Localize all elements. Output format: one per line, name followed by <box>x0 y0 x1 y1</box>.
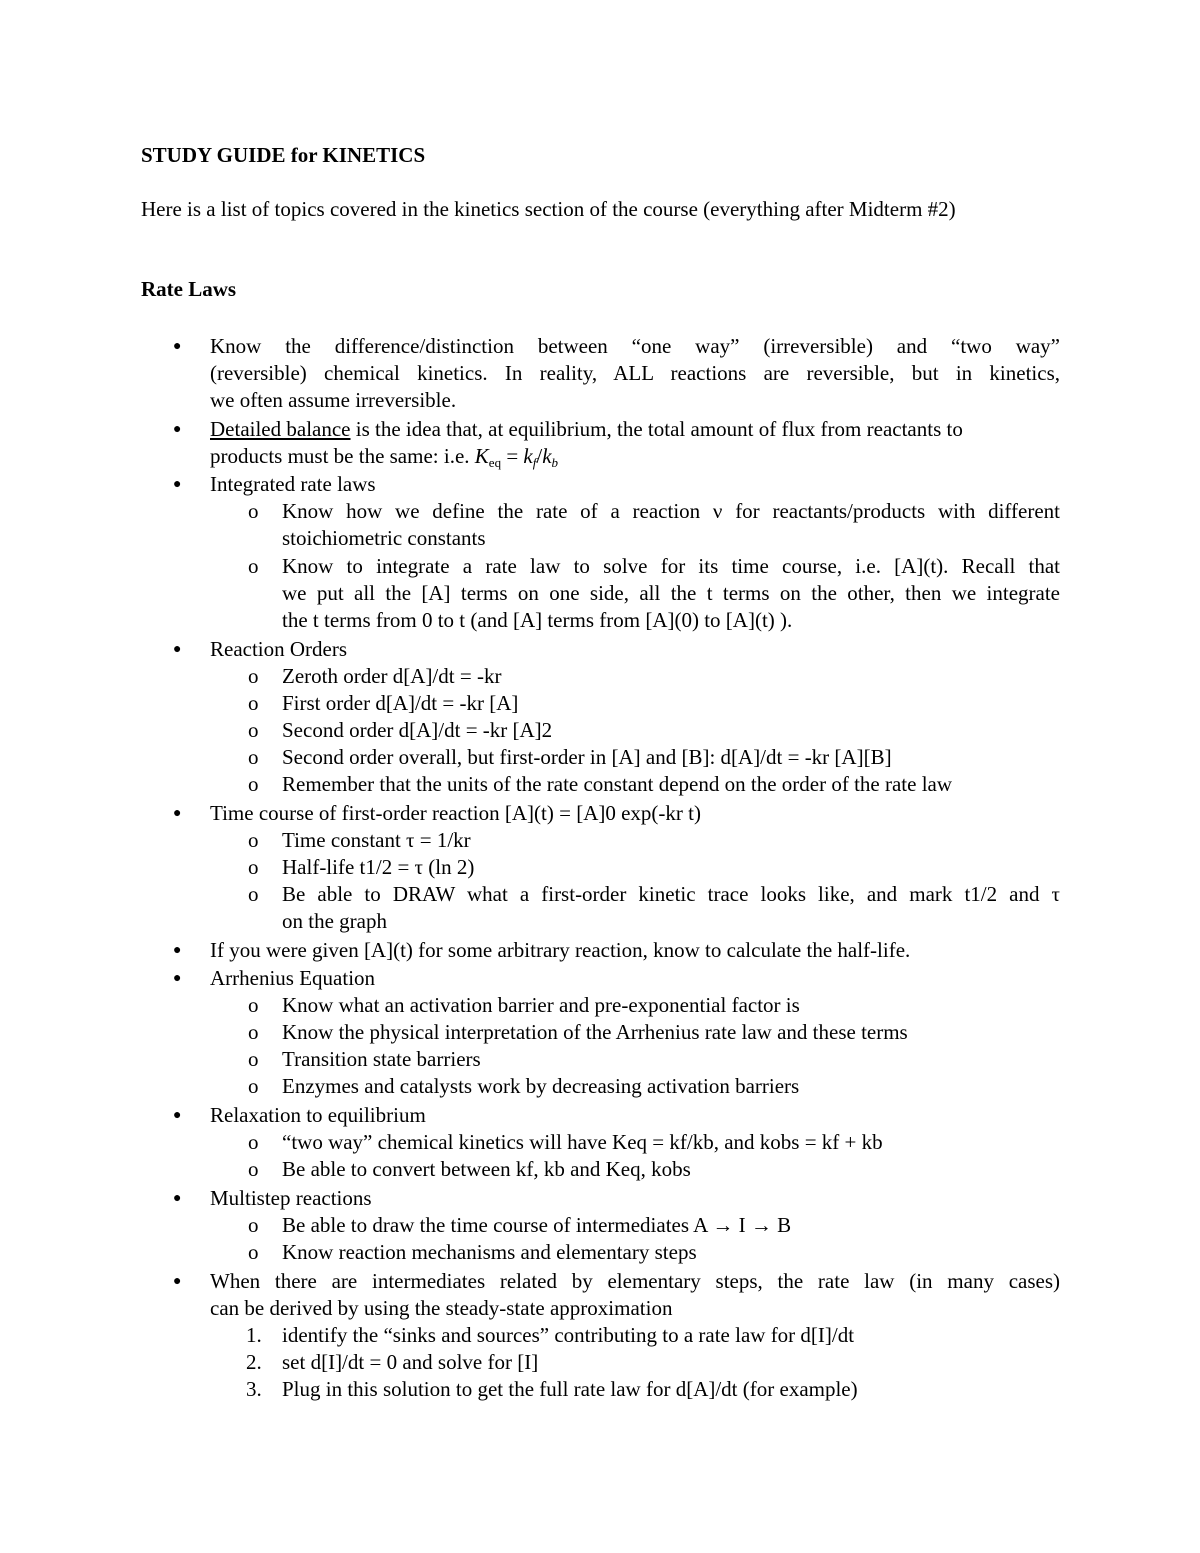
first-order: First order d[A]/dt = -kr [A] <box>282 691 519 715</box>
relaxation-sub2: Be able to convert between kf, kb and Keq, kobs <box>282 1157 691 1181</box>
sub-bullet-icon: o <box>248 691 259 715</box>
sub-bullet-icon: o <box>248 1130 259 1154</box>
sub-bullet-icon: o <box>248 882 259 906</box>
time-constant: Time constant τ = 1/kr <box>282 828 471 852</box>
second-order: Second order d[A]/dt = -kr [A]2 <box>282 718 553 742</box>
orders-label: Reaction Orders <box>210 637 348 661</box>
sub-bullet-icon: o <box>248 664 259 688</box>
multistep-label: Multistep reactions <box>210 1186 372 1210</box>
bullet-icon: ● <box>173 1274 182 1289</box>
bullet-icon: ● <box>173 971 182 986</box>
time-course-label: Time course of first-order reaction [A](t) = [A]0 exp(-kr t) <box>210 801 701 825</box>
sub-bullet-icon: o <box>248 1020 259 1044</box>
second-order-overall: Second order overall, but first-order in [A] and [B]: d[A]/dt = -kr [A][B] <box>282 745 892 769</box>
integrated-sub2-line-2: we put all the [A] terms on one side, all the t terms on the other, then we integrate <box>282 581 1060 605</box>
arrhenius-sub4: Enzymes and catalysts work by decreasing activation barriers <box>282 1074 800 1098</box>
sub-bullet-icon: o <box>248 855 259 879</box>
arrhenius-sub3: Transition state barriers <box>282 1047 481 1071</box>
sub-bullet-icon: o <box>248 745 259 769</box>
draw-trace-line-2: on the graph <box>282 909 387 933</box>
rate-constant-units: Remember that the units of the rate constant depend on the order of the rate law <box>282 772 953 796</box>
step-number: 3. <box>246 1377 262 1401</box>
bullet-icon: ● <box>173 422 182 437</box>
arrhenius-sub1: Know what an activation barrier and pre-exponential factor is <box>282 993 800 1017</box>
sub-bullet-icon: o <box>248 718 259 742</box>
bullet-icon: ● <box>173 1191 182 1206</box>
detailed-balance-line-2 <box>210 443 558 470</box>
steady-state-step-3: Plug in this solution to get the full rate law for d[A]/dt (for example) <box>282 1377 858 1401</box>
relaxation-label: Relaxation to equilibrium <box>210 1103 426 1127</box>
detailed-balance-line-2-text: products must be the same: i.e. <box>210 444 475 468</box>
integrated-label: Integrated rate laws <box>210 472 376 496</box>
reversible-line-3: we often assume irreversible. <box>210 388 457 412</box>
section-heading: Rate Laws <box>141 277 237 301</box>
sub-bullet-icon: o <box>248 993 259 1017</box>
document-title: STUDY GUIDE for KINETICS <box>141 143 426 167</box>
bullet-icon: ● <box>173 642 182 657</box>
keq-formula: $K_{eq} = k_f/k_b$ <box>474 444 559 470</box>
sub-bullet-icon: o <box>248 1240 259 1264</box>
detailed-balance-text: is the idea that, at equilibrium, the total amount of flux from reactants to <box>350 417 963 441</box>
integrated-sub2-line-1: Know to integrate a rate law to solve for its time course, i.e. [A](t). Recall that <box>282 554 1060 578</box>
step-number: 2. <box>246 1350 262 1374</box>
multistep-sub2: Know reaction mechanisms and elementary steps <box>282 1240 697 1264</box>
steady-state-step-1: identify the “sinks and sources” contributing to a rate law for d[I]/dt <box>282 1323 855 1347</box>
arbitrary-half-life: If you were given [A](t) for some arbitrary reaction, know to calculate the half-life. <box>210 938 911 962</box>
sub-bullet-icon: o <box>248 772 259 796</box>
integrated-sub1-line-2: stoichiometric constants <box>282 526 486 550</box>
intro-paragraph: Here is a list of topics covered in the kinetics section of the course (everything after Midterm #2) <box>141 197 956 221</box>
arrhenius-label: Arrhenius Equation <box>210 966 376 990</box>
zeroth-order: Zeroth order d[A]/dt = -kr <box>282 664 502 688</box>
half-life: Half-life t1/2 = τ (ln 2) <box>282 855 475 879</box>
sub-bullet-icon: o <box>248 1213 259 1237</box>
reversible-line-2: (reversible) chemical kinetics. In reality, ALL reactions are reversible, but in kinetics, <box>210 361 1060 385</box>
sub-bullet-icon: o <box>248 1157 259 1181</box>
arrhenius-sub2: Know the physical interpretation of the Arrhenius rate law and these terms <box>282 1020 908 1044</box>
draw-trace-line-1: Be able to DRAW what a first-order kinetic trace looks like, and mark t1/2 and τ <box>282 882 1060 906</box>
bullet-icon: ● <box>173 339 182 354</box>
step-number: 1. <box>246 1323 262 1347</box>
multistep-sub1: Be able to draw the time course of intermediates A → I → B <box>282 1213 792 1237</box>
relaxation-sub1: “two way” chemical kinetics will have Keq = kf/kb, and kobs = kf + kb <box>282 1130 883 1154</box>
integrated-sub2-line-3: the t terms from 0 to t (and [A] terms from [A](0) to [A](t) ). <box>282 608 793 632</box>
steady-state-line-2: can be derived by using the steady-state approximation <box>210 1296 673 1320</box>
bullet-icon: ● <box>173 943 182 958</box>
bullet-icon: ● <box>173 806 182 821</box>
reversible-line-1: Know the difference/distinction between “one way” (irreversible) and “two way” <box>210 334 1060 358</box>
steady-state-line-1: When there are intermediates related by elementary steps, the rate law (in many cases) <box>210 1269 1060 1293</box>
bullet-icon: ● <box>173 1108 182 1123</box>
sub-bullet-icon: o <box>248 828 259 852</box>
detailed-balance-line-1 <box>210 416 963 443</box>
detailed-balance-term: Detailed balance <box>210 417 351 441</box>
sub-bullet-icon: o <box>248 1074 259 1098</box>
steady-state-step-2: set d[I]/dt = 0 and solve for [I] <box>282 1350 539 1374</box>
bullet-icon: ● <box>173 477 182 492</box>
integrated-sub1-line-1: Know how we define the rate of a reaction ν for reactants/products with different <box>282 499 1060 523</box>
sub-bullet-icon: o <box>248 499 259 523</box>
sub-bullet-icon: o <box>248 554 259 578</box>
sub-bullet-icon: o <box>248 1047 259 1071</box>
